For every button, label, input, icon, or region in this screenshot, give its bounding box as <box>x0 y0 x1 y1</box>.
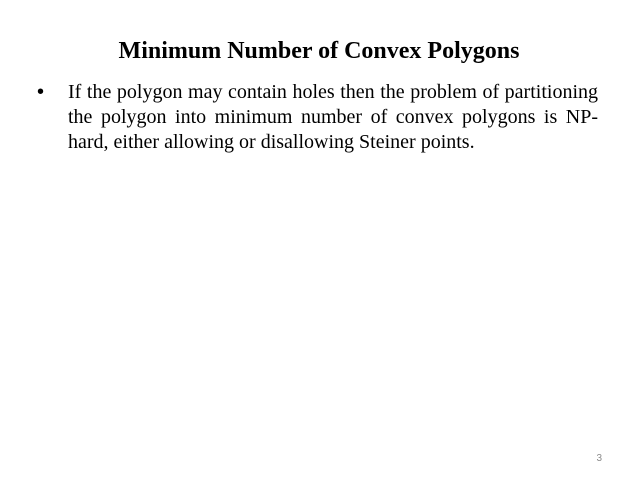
page-number: 3 <box>596 453 602 464</box>
bullet-item <box>36 80 598 155</box>
slide-title: Minimum Number of Convex Polygons <box>118 38 520 64</box>
bullet-list <box>36 80 598 155</box>
bullet-icon: • <box>37 81 45 103</box>
bullet-text: If the polygon may contain holes then the problem of partitioning the polygon into minimum number of convex polygons is NP-hard, either allowing or disallowing Steiner points. <box>68 81 598 153</box>
